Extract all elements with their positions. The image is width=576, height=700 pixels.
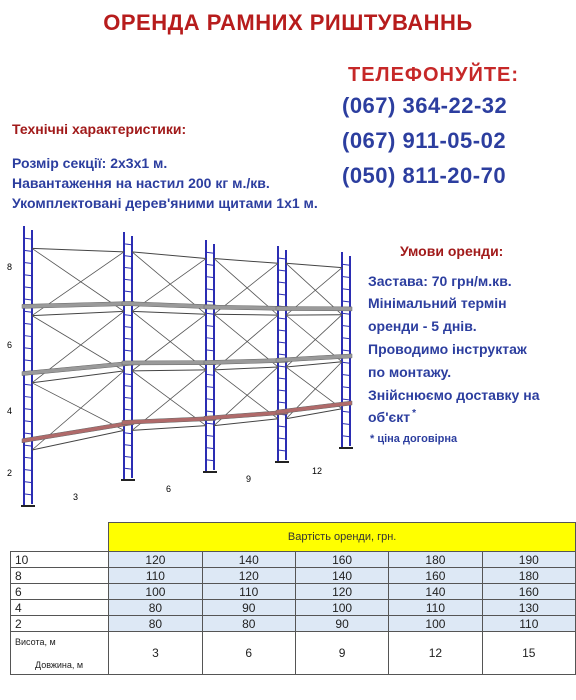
price-cell: 160 [482,584,575,600]
frame-rung [206,301,214,302]
frame-rung [206,374,214,375]
frame-rung [24,445,32,446]
terms-line: Мінімальний термін [368,295,507,311]
frame-rung [124,445,132,446]
frame-rung [124,315,132,316]
scaffold-deck [22,361,134,376]
frame-rung [342,387,350,388]
scaffold-diagonal [32,383,124,431]
scaffold-rail [286,362,342,367]
table-corner [11,523,109,552]
price-cell: 120 [109,552,202,568]
length-cell: 6 [202,632,295,675]
price-cell: 180 [482,568,575,584]
frame-rung [24,494,32,495]
frame-rung [278,354,286,355]
terms-line: об'єкт * [368,408,417,425]
length-cell: 9 [295,632,388,675]
spec-line: Розмір секції: 2х3х1 м. [12,155,168,171]
scaffold-rail [214,259,278,264]
frame-rung [124,244,132,245]
price-cell: 120 [295,584,388,600]
frame-rung [24,469,32,470]
frame-rung [24,299,32,300]
frame-rung [206,350,214,351]
frame-rung [278,450,286,451]
scaffold-deck [276,306,352,310]
frame-rung [342,411,350,412]
frame-rung [124,256,132,257]
frame-rung [124,433,132,434]
terms-line: Проводимо інструктаж [368,341,527,357]
frame-rung [206,338,214,339]
price-table [10,522,576,675]
frame-rung [278,366,286,367]
frame-rung [206,423,214,424]
call-heading: ТЕЛЕФОНУЙТЕ: [348,64,520,86]
frame-rung [24,348,32,349]
scaffold-deck [122,301,216,309]
frame-rung [278,342,286,343]
height-cell: 2 [11,616,109,632]
table-row [11,584,576,600]
height-cell: 10 [11,552,109,568]
frame-rung [342,264,350,265]
frame-rung [24,263,32,264]
height-axis-label: Висота, м [15,637,56,647]
frame-rung [278,426,286,427]
scaffold-rail [132,252,206,259]
frame-rung [24,336,32,337]
frame-rung [342,301,350,302]
terms-line: оренди - 5 днів. [368,318,477,334]
phone-number[interactable]: (067) 911-05-02 [342,128,507,153]
frame-rung [206,411,214,412]
price-cell: 80 [109,600,202,616]
height-mark: 2 [7,468,13,478]
frame-rung [278,330,286,331]
frame-rung [342,326,350,327]
frame-rung [24,433,32,434]
frame-rung [124,279,132,280]
price-cell: 140 [389,584,482,600]
scaffold-rail [132,311,206,314]
scaffold-rail [132,426,206,431]
frame-rung [24,275,32,276]
price-cell: 90 [202,600,295,616]
frame-rung [24,457,32,458]
frame-rung [342,375,350,376]
frame-rung [24,238,32,239]
frame-rung [342,338,350,339]
length-mark: 9 [246,474,252,484]
frame-rung [278,258,286,259]
frame-rung [206,313,214,314]
price-cell: 130 [482,600,575,616]
frame-rung [24,250,32,251]
spec-line: Навантаження на настил 200 кг м./кв. [12,175,270,191]
frame-rung [278,390,286,391]
price-cell: 110 [389,600,482,616]
frame-rung [24,311,32,312]
frame-rung [206,387,214,388]
specs-heading: Технічні характеристики: [12,121,187,137]
frame-rung [124,456,132,457]
scaffold-rail [286,263,342,267]
price-cell: 190 [482,552,575,568]
scaffold-diagonal [286,367,342,409]
frame-rung [124,386,132,387]
frame-rung [278,378,286,379]
frame-rung [342,424,350,425]
frame-rung [206,289,214,290]
scaffold-deck [122,416,216,424]
price-cell: 160 [295,552,388,568]
length-cell: 12 [389,632,482,675]
frame-rung [342,350,350,351]
frame-rung [342,313,350,314]
frame-rung [124,350,132,351]
price-cell: 180 [389,552,482,568]
frame-rung [206,325,214,326]
frame-rung [278,270,286,271]
frame-rung [124,267,132,268]
frame-rung [24,409,32,410]
frame-rung [24,482,32,483]
scaffold-rail [132,370,206,371]
frame-rung [278,402,286,403]
frame-rung [206,448,214,449]
length-mark: 6 [166,484,172,494]
scaffold-deck [204,305,288,311]
price-cell: 110 [482,616,575,632]
scaffolding-illustration [0,222,370,518]
frame-rung [342,436,350,437]
scaffold-diagonal [32,316,124,371]
price-cell: 140 [295,568,388,584]
phone-number[interactable]: (050) 811-20-70 [342,163,507,188]
price-cell: 90 [295,616,388,632]
scaffold-rail [214,314,278,315]
price-note: * ціна договірна [370,433,458,445]
table-row [11,552,576,568]
terms-line: по монтажу. [368,364,452,380]
frame-rung [24,384,32,385]
frame-rung [24,421,32,422]
price-cell: 100 [109,584,202,600]
scaffold-deck [204,358,288,364]
length-mark: 3 [73,492,79,502]
frame-rung [342,362,350,363]
frame-rung [206,264,214,265]
height-cell: 6 [11,584,109,600]
frame-rung [278,318,286,319]
frame-rung [342,399,350,400]
spec-line: Укомплектовані дерев'яними щитами 1х1 м. [12,195,318,211]
frame-rung [206,399,214,400]
scaffold-rail [214,367,278,370]
frame-rung [124,338,132,339]
price-cell: 80 [109,616,202,632]
frame-rung [206,435,214,436]
frame-rung [124,409,132,410]
frame-rung [206,460,214,461]
frame-rung [278,294,286,295]
frame-rung [124,326,132,327]
height-mark: 6 [7,340,13,350]
table-row [11,632,576,675]
terms-line: Застава: 70 грн/м.кв. [368,273,512,289]
frame-rung [124,397,132,398]
price-cell: 140 [202,552,295,568]
frame-rung [278,438,286,439]
frame-rung [24,323,32,324]
frame-rung [278,282,286,283]
table-row [11,568,576,584]
table-row [11,600,576,616]
height-mark: 8 [7,262,13,272]
height-mark: 4 [7,406,13,416]
height-cell: 8 [11,568,109,584]
price-cell: 80 [202,616,295,632]
terms-line: Знійснюємо доставку на [368,387,540,403]
frame-rung [206,277,214,278]
phone-number[interactable]: (067) 364-22-32 [342,93,508,118]
price-cell: 110 [202,584,295,600]
page-title: ОРЕНДА РАМНИХ РИШТУВАННЬ [103,10,473,35]
price-cell: 100 [389,616,482,632]
scaffold-rail [32,311,124,315]
height-cell: 4 [11,600,109,616]
scaffold-rail [214,419,278,426]
frame-rung [342,289,350,290]
frame-rung [124,374,132,375]
length-axis-label: Довжина, м [35,660,84,670]
price-cell: 160 [389,568,482,584]
price-cell: 100 [295,600,388,616]
frame-rung [206,252,214,253]
scaffold-deck [122,361,216,365]
price-cell: 120 [202,568,295,584]
frame-rung [342,277,350,278]
table-row [11,616,576,632]
frame-rung [24,360,32,361]
price-cell: 110 [109,568,202,584]
scaffold-rail [32,248,124,251]
length-cell: 15 [482,632,575,675]
scaffold-deck [22,301,134,308]
frame-rung [124,468,132,469]
frame-rung [124,291,132,292]
frame-rung [24,287,32,288]
terms-heading: Умови оренди: [400,243,504,259]
length-cell: 3 [109,632,202,675]
frame-rung [24,396,32,397]
length-mark: 12 [312,466,323,476]
axis-label-cell [11,632,109,675]
table-header: Вартість оренди, грн. [109,523,576,552]
